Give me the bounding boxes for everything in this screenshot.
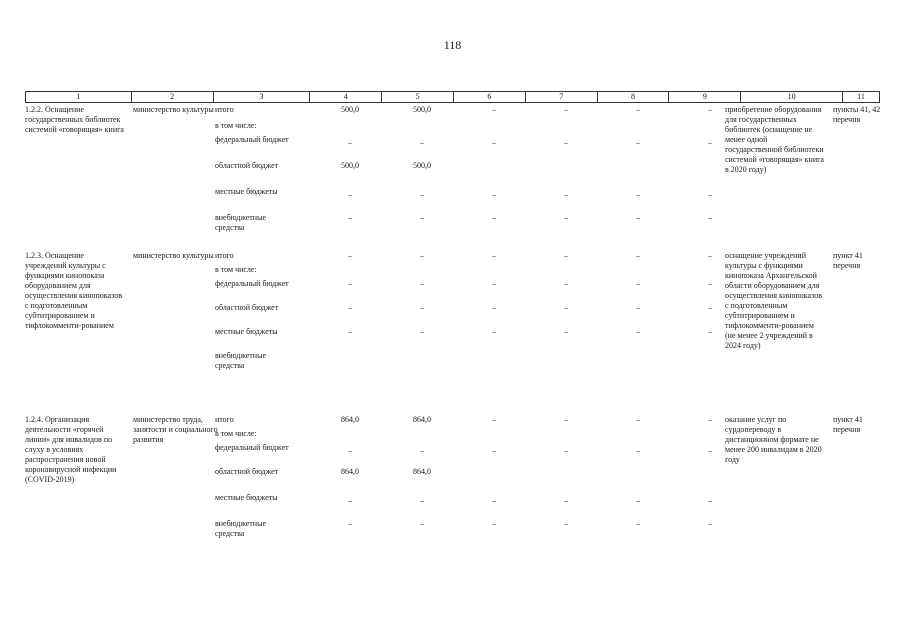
value-cell: – — [636, 213, 640, 222]
column-number: 11 — [857, 92, 865, 101]
value-cell: – — [492, 303, 496, 312]
value-cell: – — [708, 279, 712, 288]
financing-source: областной бюджет — [215, 303, 279, 312]
financing-source: в том числе: — [215, 265, 257, 274]
value-cell: – — [708, 105, 712, 114]
value-cell: – — [564, 213, 568, 222]
value-cell: – — [348, 138, 352, 147]
value-cell: – — [420, 279, 424, 288]
value-cell: – — [636, 446, 640, 455]
column-number: 6 — [454, 92, 526, 102]
value-cell: – — [348, 303, 352, 312]
value-cell: – — [708, 213, 712, 222]
value-cell: 864,0 — [341, 415, 359, 424]
value-cell: – — [492, 251, 496, 260]
value-cell: – — [708, 415, 712, 424]
activity-name: 1.2.4. Организация деятельности «горячей линии» для инвалидов по слуху в условиях распространения новой коронавирусной инфекции (COVID-2019) — [25, 415, 117, 484]
value-cell: – — [636, 519, 640, 528]
column-number: 7 — [526, 92, 598, 102]
financing-source: местные бюджеты — [215, 327, 278, 336]
value-cell: – — [420, 138, 424, 147]
responsible-executor: министерство культуры — [133, 105, 214, 114]
financing-row — [215, 493, 880, 517]
column-number: 4 — [310, 92, 382, 102]
value-cell: – — [492, 190, 496, 199]
value-cell: – — [708, 251, 712, 260]
column-number: 5 — [382, 92, 454, 102]
financing-source: областной бюджет — [215, 161, 279, 170]
value-cell: – — [492, 327, 496, 336]
value-cell: – — [708, 519, 712, 528]
financing-source: итого — [215, 415, 234, 424]
value-cell: – — [492, 105, 496, 114]
value-cell: – — [492, 138, 496, 147]
financing-source: внебюджетные средства — [215, 213, 266, 232]
value-cell: – — [564, 496, 568, 505]
financing-source: внебюджетные средства — [215, 519, 266, 538]
page-number: 118 — [443, 38, 462, 52]
value-cell: – — [708, 303, 712, 312]
value-cell: – — [708, 446, 712, 455]
value-cell: – — [636, 303, 640, 312]
financing-source: федеральный бюджет — [215, 135, 289, 144]
financing-row — [215, 467, 880, 491]
financing-source: местные бюджеты — [215, 187, 278, 196]
activity-name: 1.2.3. Оснащение учреждений культуры с функциями кинопоказа оборудованием для осуществления кинопоказов с подготовленным субтитрированием и тифлокомменти-рованием — [25, 251, 122, 330]
expected-result: оказание услуг по сурдопереводу в дистанционном формате не менее 200 инвалидам в 2020 году — [725, 415, 822, 464]
value-cell: – — [492, 415, 496, 424]
value-cell: – — [636, 138, 640, 147]
value-cell: – — [564, 105, 568, 114]
value-cell: – — [420, 251, 424, 260]
column-number: 1 — [26, 92, 132, 102]
value-cell: – — [348, 496, 352, 505]
responsible-executor: министерство труда, занятости и социального развития — [133, 415, 218, 444]
program-table — [25, 91, 880, 555]
value-cell: – — [564, 415, 568, 424]
table-row — [25, 105, 880, 251]
value-cell: – — [492, 496, 496, 505]
value-cell: 500,0 — [341, 105, 359, 114]
column-number: 3 — [214, 92, 311, 102]
value-cell: – — [420, 519, 424, 528]
table-row — [25, 415, 880, 555]
value-cell: – — [348, 446, 352, 455]
responsible-executor: министерство культуры — [133, 251, 214, 260]
value-cell: – — [348, 279, 352, 288]
value-cell: 500,0 — [413, 161, 431, 170]
value-cell: – — [708, 138, 712, 147]
value-cell: 500,0 — [341, 161, 359, 170]
value-cell: – — [564, 279, 568, 288]
value-cell: – — [492, 213, 496, 222]
value-cell: – — [636, 190, 640, 199]
value-cell: – — [420, 327, 424, 336]
value-cell: – — [636, 105, 640, 114]
financing-row — [215, 187, 880, 211]
value-cell: – — [564, 190, 568, 199]
column-number: 8 — [598, 92, 670, 102]
value-cell: – — [708, 327, 712, 336]
value-cell: – — [636, 327, 640, 336]
financing-source: местные бюджеты — [215, 493, 278, 502]
financing-source: федеральный бюджет — [215, 443, 289, 452]
financing-row — [215, 519, 880, 543]
table-row — [25, 251, 880, 415]
value-cell: – — [564, 519, 568, 528]
financing-source: внебюджетные средства — [215, 351, 266, 370]
financing-source: федеральный бюджет — [215, 279, 289, 288]
financing-source: итого — [215, 251, 234, 260]
column-number: 9 — [669, 92, 741, 102]
financing-source: итого — [215, 105, 234, 114]
activity-name: 1.2.2. Оснащение государственных библиотек системой «говорящая» книга — [25, 105, 124, 134]
value-cell: – — [564, 446, 568, 455]
value-cell: 500,0 — [413, 105, 431, 114]
value-cell: – — [348, 327, 352, 336]
value-cell: – — [420, 213, 424, 222]
value-cell: – — [348, 190, 352, 199]
value-cell: – — [636, 251, 640, 260]
value-cell: – — [420, 496, 424, 505]
value-cell: – — [348, 519, 352, 528]
value-cell: – — [348, 213, 352, 222]
value-cell: – — [492, 519, 496, 528]
column-number-header — [25, 91, 880, 103]
financing-row — [215, 213, 880, 237]
value-cell: – — [636, 279, 640, 288]
value-cell: – — [348, 251, 352, 260]
value-cell: 864,0 — [413, 467, 431, 476]
value-cell: 864,0 — [341, 467, 359, 476]
value-cell: – — [708, 190, 712, 199]
value-cell: – — [492, 279, 496, 288]
value-cell: – — [564, 138, 568, 147]
value-cell: – — [492, 446, 496, 455]
value-cell: – — [564, 251, 568, 260]
value-cell: – — [420, 446, 424, 455]
financing-row — [215, 351, 880, 375]
value-cell: – — [636, 496, 640, 505]
financing-source: в том числе: — [215, 429, 257, 438]
value-cell: – — [564, 303, 568, 312]
value-cell: – — [636, 415, 640, 424]
financing-source: в том числе: — [215, 121, 257, 130]
expected-result: приобретение оборудования для государственных библиотек (оснащение не менее одной государственной библиотеки системой «говорящая» книга в 2020 году) — [725, 105, 824, 174]
column-number: 2 — [132, 92, 214, 102]
financing-source: областной бюджет — [215, 467, 279, 476]
expected-result: оснащение учреждений культуры с функциями кинопоказа Архангельской области оборудованием для осуществления кинопоказов с подготовленным субтитрированием и тифлокомменти-рованием (не менее 2 учреждений в 2024 году) — [725, 251, 822, 350]
value-cell: – — [420, 303, 424, 312]
value-cell: – — [420, 190, 424, 199]
list-reference: пункт 41 перечня — [833, 415, 863, 434]
column-number: 10 — [741, 92, 843, 102]
list-reference: пункты 41, 42 перечня — [833, 105, 881, 124]
list-reference: пункт 41 перечня — [833, 251, 863, 270]
value-cell: – — [708, 496, 712, 505]
value-cell: 864,0 — [413, 415, 431, 424]
value-cell: – — [564, 327, 568, 336]
